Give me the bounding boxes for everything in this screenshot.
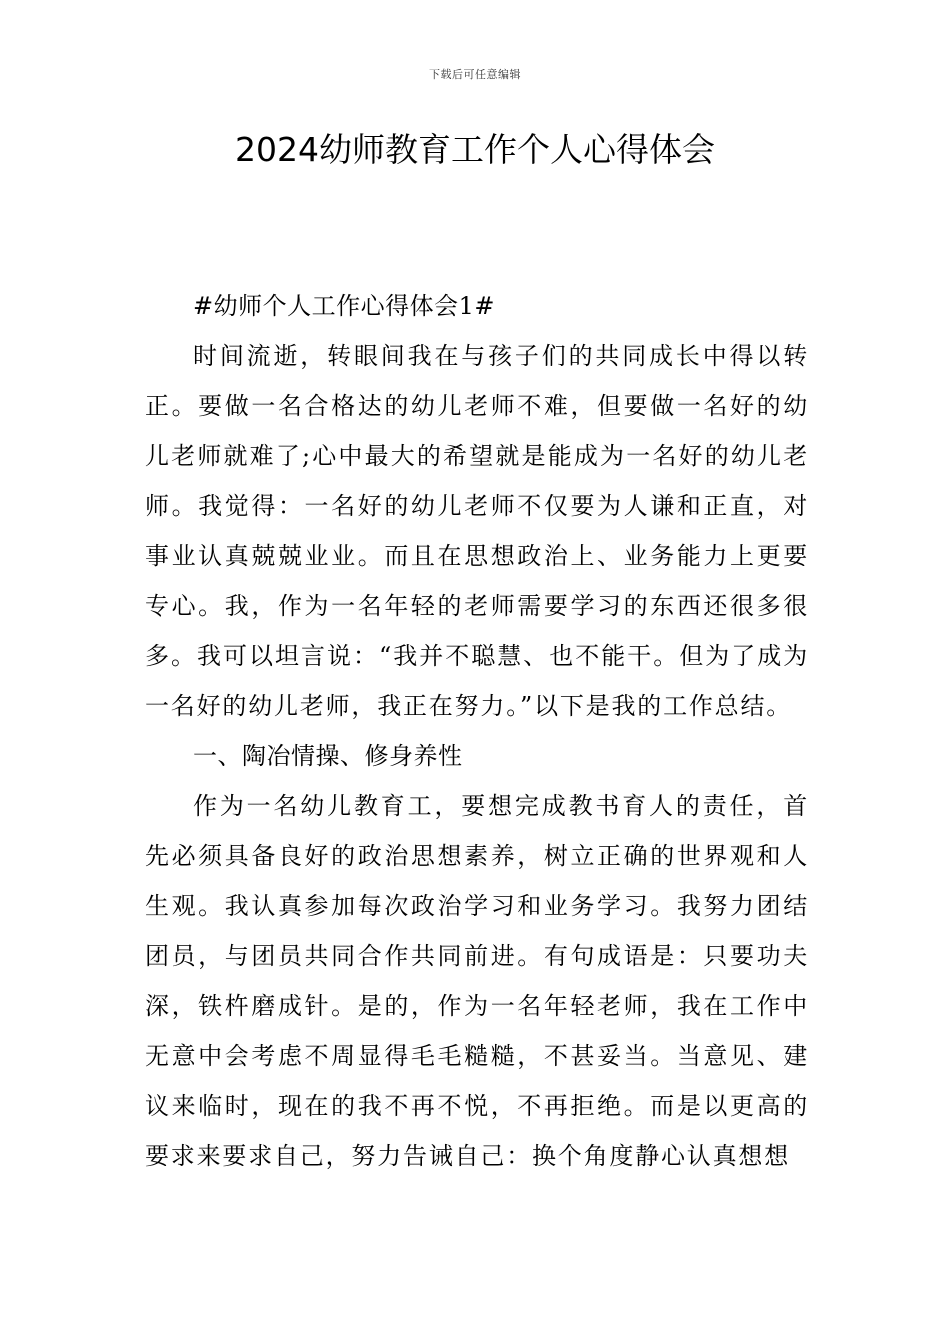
document-title: 2024幼师教育工作个人心得体会 bbox=[235, 130, 715, 169]
section-heading: #幼师个人工作心得体会1# bbox=[193, 292, 495, 320]
section-heading: 一、陶冶情操、修身养性 bbox=[193, 742, 463, 770]
body-paragraph: 作为一名幼儿教育工，要想完成教书育人的责任，首先必须具备良好的政治思想素养，树立正确的世界观和人生观。我认真参加每次政治学习和业务学习。我努力团结团员，与团员共同合作共同前进。有句成语是：只要功夫深，铁杵磨成针。是的，作为一名年轻老师，我在工作中无意中会考虑不周显得毛毛糙糙，不甚妥当。当意见、建议来临时，现在的我不再不悦，不再拒绝。而是以更高的要求来要求自己，努力告诫自己：换个角度静心认真想想 bbox=[145, 792, 809, 1170]
download-note: 下载后可任意编辑 bbox=[429, 68, 521, 81]
document-body bbox=[145, 281, 809, 1181]
body-paragraph: 时间流逝，转眼间我在与孩子们的共同成长中得以转正。要做一名合格达的幼儿老师不难，但要做一名好的幼儿老师就难了;心中最大的希望就是能成为一名好的幼儿老师。我觉得：一名好的幼儿老师不仅要为人谦和正直，对事业认真兢兢业业。而且在思想政治上、业务能力上更要专心。我，作为一名年轻的老师需要学习的东西还很多很多。我可以坦言说：“我并不聪慧、也不能干。但为了成为一名好的幼儿老师，我正在努力。”以下是我的工作总结。 bbox=[145, 342, 809, 720]
